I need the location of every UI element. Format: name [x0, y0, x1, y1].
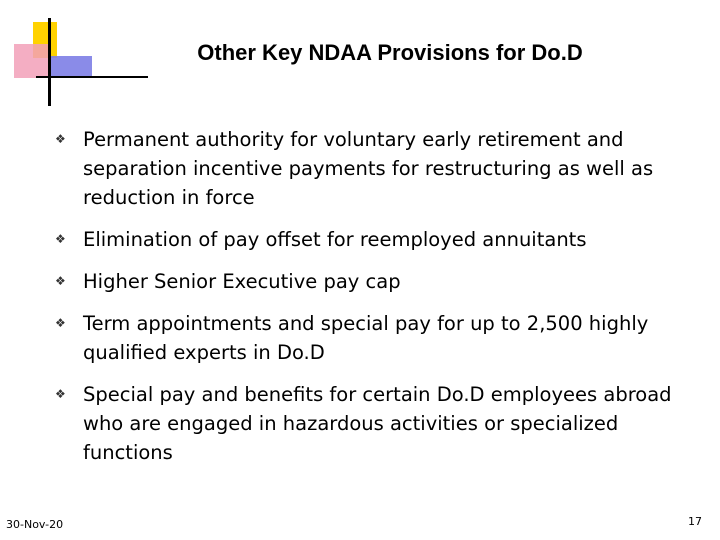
diamond-bullet-icon: ❖	[55, 316, 66, 330]
bullet-text: Elimination of pay offset for reemployed annuitants	[83, 228, 587, 251]
footer-date: 30-Nov-20	[6, 518, 64, 531]
decorative-blue-square	[48, 56, 92, 78]
bullet-text: Higher Senior Executive pay cap	[83, 270, 401, 293]
slide-title: Other Key NDAA Provisions for Do.D	[197, 40, 583, 65]
bullet-item	[55, 225, 675, 254]
page-number: 17	[688, 515, 702, 528]
bullet-item	[55, 125, 675, 212]
bullet-text: Special pay and benefits for certain Do.D employees abroad who are engaged in hazardous activities or specialized functions	[83, 383, 672, 464]
bullet-item	[55, 267, 675, 296]
diamond-bullet-icon: ❖	[55, 274, 66, 288]
bullet-list	[55, 125, 675, 480]
bullet-text: Term appointments and special pay for up to 2,500 highly qualified experts in Do.D	[83, 312, 649, 364]
bullet-text: Permanent authority for voluntary early retirement and separation incentive payments for restructuring as well as reduction in force	[83, 128, 654, 209]
decorative-pink-square	[14, 44, 48, 78]
decorative-horizontal-line	[36, 76, 148, 78]
diamond-bullet-icon: ❖	[55, 232, 66, 246]
diamond-bullet-icon: ❖	[55, 387, 66, 401]
decorative-vertical-line	[48, 18, 51, 106]
bullet-item	[55, 309, 675, 367]
diamond-bullet-icon: ❖	[55, 132, 66, 146]
bullet-item	[55, 380, 675, 467]
